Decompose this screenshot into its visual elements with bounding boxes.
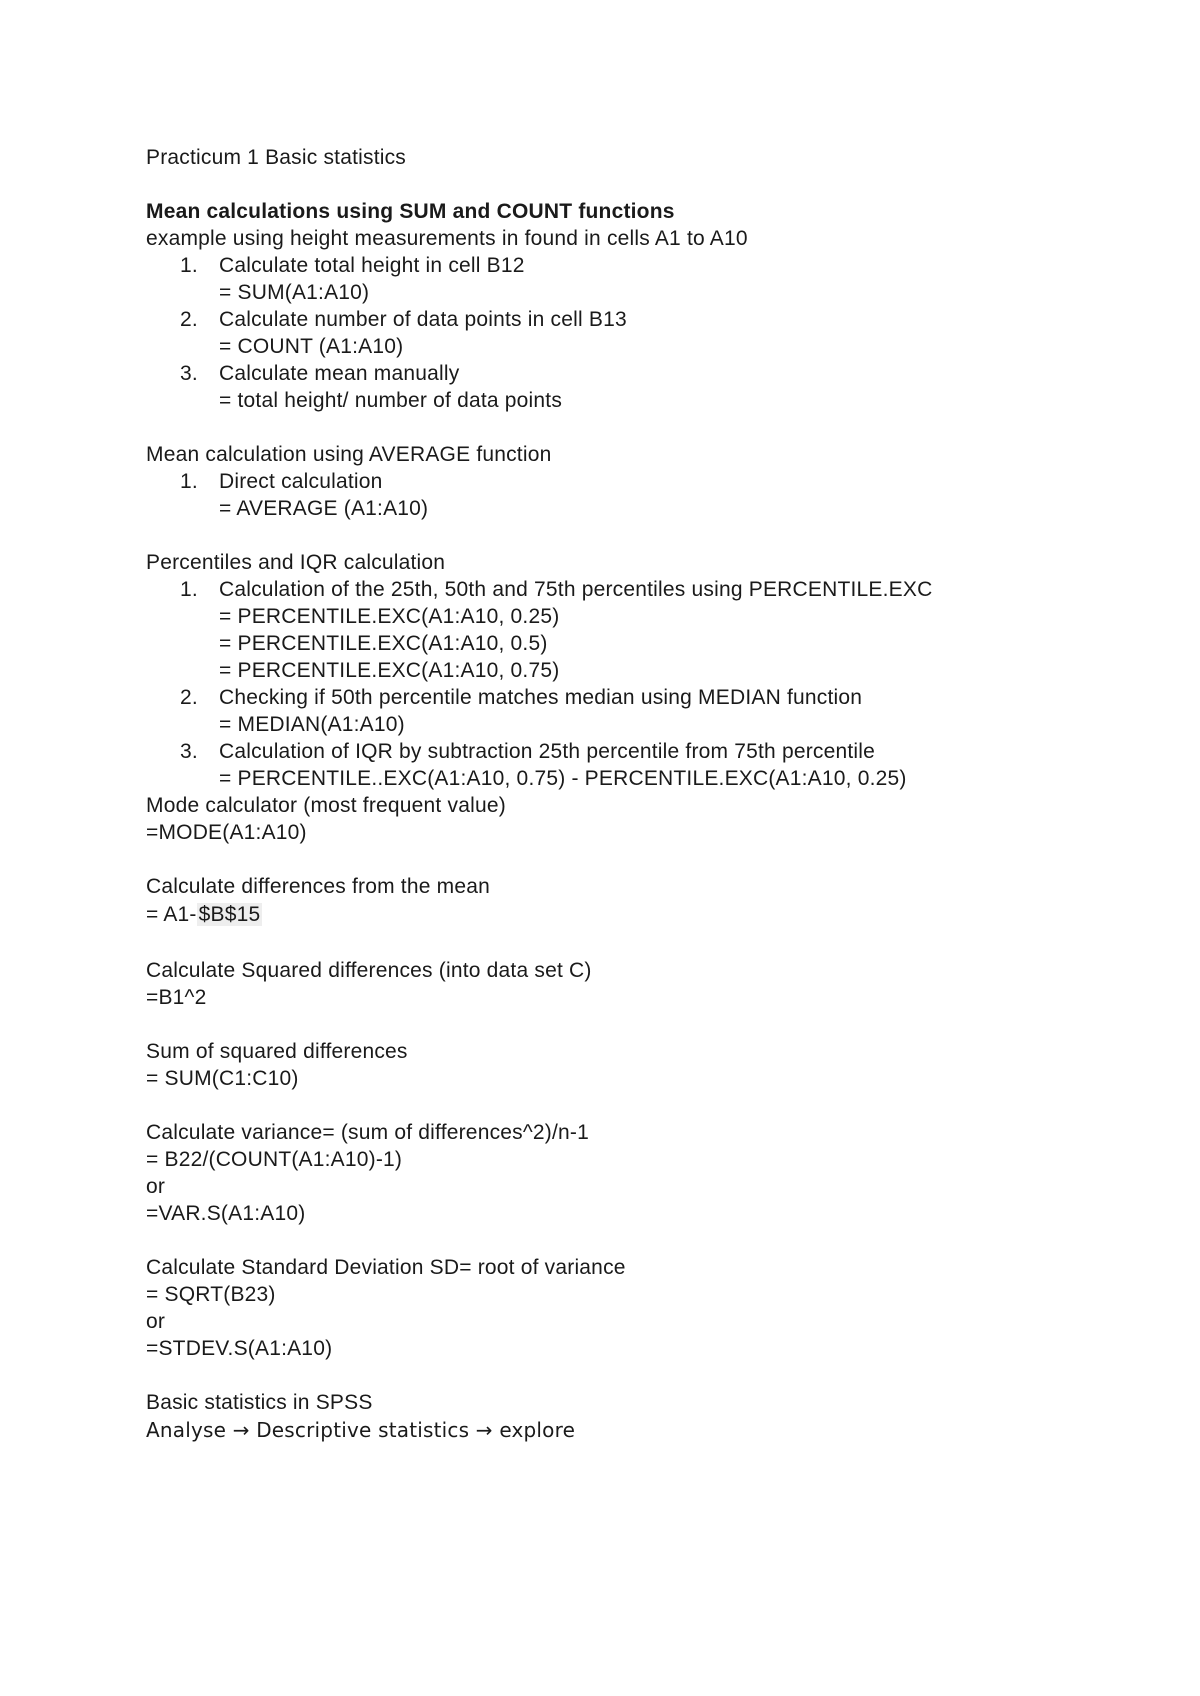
formula: =VAR.S(A1:A10) xyxy=(146,1202,306,1225)
formula: = SQRT(B23) xyxy=(146,1283,276,1306)
list-item: Calculation of the 25th, 50th and 75th percentiles using PERCENTILE.EXC xyxy=(219,578,933,601)
spss-menu-path: Analyse → Descriptive statistics → explore xyxy=(146,1418,576,1442)
formula: =B1^2 xyxy=(146,986,207,1009)
section-heading-sd: Calculate Standard Deviation SD= root of variance xyxy=(146,1256,626,1279)
list-item: Calculation of IQR by subtraction 25th percentile from 75th percentile xyxy=(219,740,876,763)
formula: = PERCENTILE..EXC(A1:A10, 0.75) - PERCENTILE.EXC(A1:A10, 0.25) xyxy=(219,767,907,790)
section-heading-average: Mean calculation using AVERAGE function xyxy=(146,443,552,466)
formula: = AVERAGE (A1:A10) xyxy=(219,497,429,520)
list-number: 1. xyxy=(180,578,198,601)
list-item: Checking if 50th percentile matches median using MEDIAN function xyxy=(219,686,863,709)
or-text: or xyxy=(146,1310,166,1333)
list-number: 3. xyxy=(180,362,198,385)
or-text: or xyxy=(146,1175,166,1198)
list-number: 3. xyxy=(180,740,198,763)
list-item: Calculate mean manually xyxy=(219,362,460,385)
list-item: Direct calculation xyxy=(219,470,383,493)
list-number: 1. xyxy=(180,470,198,493)
formula: =STDEV.S(A1:A10) xyxy=(146,1337,333,1360)
section-intro: example using height measurements in found in cells A1 to A10 xyxy=(146,227,748,250)
formula: = B22/(COUNT(A1:A10)-1) xyxy=(146,1148,403,1171)
list-number: 1. xyxy=(180,254,198,277)
section-heading-squared: Calculate Squared differences (into data set C) xyxy=(146,959,592,982)
list-item: Calculate number of data points in cell B13 xyxy=(219,308,627,331)
formula: =MODE(A1:A10) xyxy=(146,821,307,844)
section-heading-mode: Mode calculator (most frequent value) xyxy=(146,794,506,817)
section-heading-mean-sum-count: Mean calculations using SUM and COUNT functions xyxy=(146,200,675,223)
formula: = PERCENTILE.EXC(A1:A10, 0.75) xyxy=(219,659,560,682)
section-heading-sum-squared: Sum of squared differences xyxy=(146,1040,408,1063)
section-heading-percentiles: Percentiles and IQR calculation xyxy=(146,551,446,574)
list-item: Calculate total height in cell B12 xyxy=(219,254,525,277)
formula: = total height/ number of data points xyxy=(219,389,563,412)
list-number: 2. xyxy=(180,308,198,331)
cell-reference-highlight: $B$15 xyxy=(198,903,261,926)
formula: = MEDIAN(A1:A10) xyxy=(219,713,405,736)
formula: = PERCENTILE.EXC(A1:A10, 0.5) xyxy=(219,632,548,655)
formula: = SUM(C1:C10) xyxy=(146,1067,299,1090)
doc-title: Practicum 1 Basic statistics xyxy=(146,146,406,169)
formula: = COUNT (A1:A10) xyxy=(219,335,404,358)
list-number: 2. xyxy=(180,686,198,709)
formula xyxy=(146,902,262,928)
section-heading-spss: Basic statistics in SPSS xyxy=(146,1391,373,1414)
section-heading-differences: Calculate differences from the mean xyxy=(146,875,490,898)
formula: = PERCENTILE.EXC(A1:A10, 0.25) xyxy=(219,605,560,628)
formula: = SUM(A1:A10) xyxy=(219,281,370,304)
formula-prefix: = A1- xyxy=(146,903,197,926)
section-heading-variance: Calculate variance= (sum of differences^2)/n-1 xyxy=(146,1121,589,1144)
